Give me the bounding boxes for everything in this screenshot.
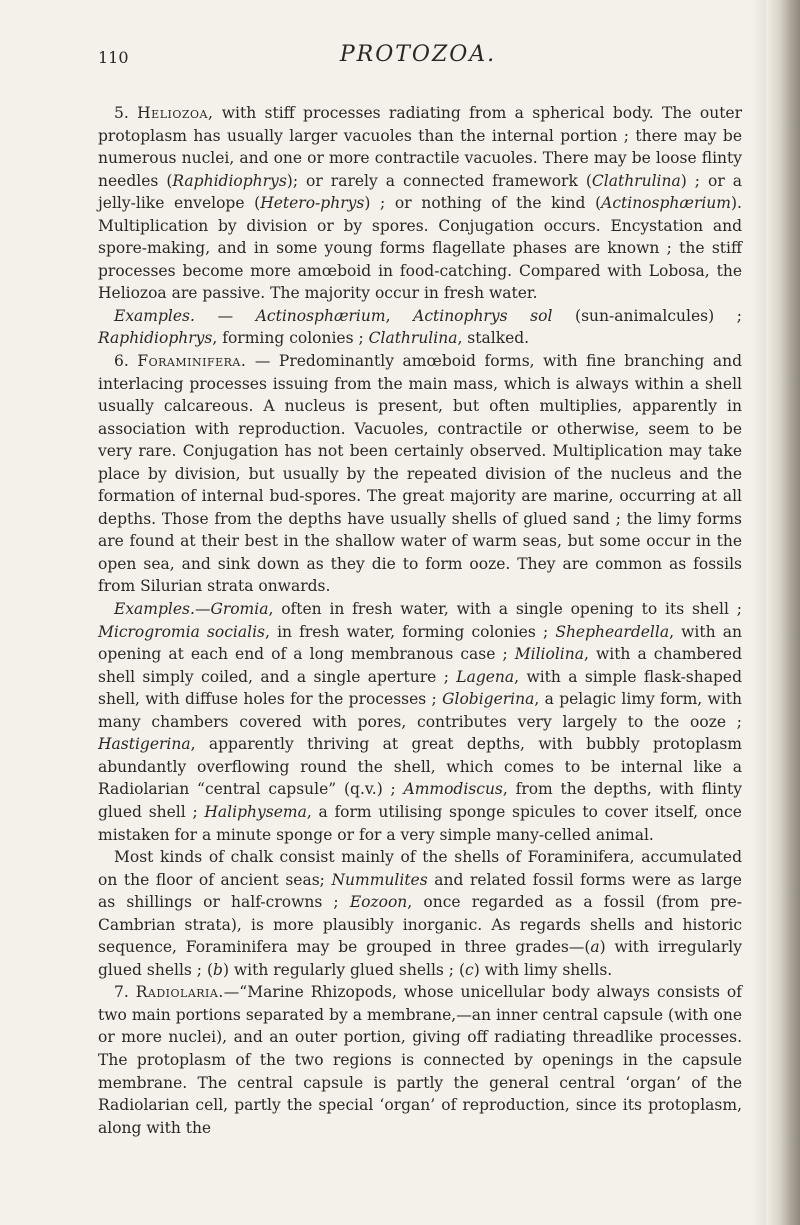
genus-name: Actinosphærium [601,194,731,213]
text-run: ) ; or a jelly-like envelope ( [98,171,742,213]
paragraph-foraminifera-examples [98,598,742,846]
page-header [98,42,738,72]
text-run: ) ; or nothing of the kind ( [364,194,602,213]
page-binding-edge [766,0,800,1225]
text-run: ) with limy shells. [473,960,613,979]
paragraph-heliozoa-examples [98,305,742,350]
text-run: ). Multiplication by division or by spores. Conjugation occurs. Encystation and spore-making, and in some young forms flagellate phases are known ; the stiff processes become more amœboid in food-catching. Compared with Lobosa, the Heliozoa are passive. The majority occur in fresh water. [98,194,742,303]
examples-label: Examples. [114,306,195,325]
text-run: with stiff processes radiating from a spherical body. The outer protoplasm has usually larger vacuoles than the internal portion ; there may be numerous nuclei, and one or more contractile vacuoles. There may be loose flinty needles ( [98,104,742,190]
section-heading: Heliozoa, [137,104,214,122]
genus-name: Hetero-phrys [260,194,365,213]
genus-name: Hastigerina [98,735,191,754]
genus-name: Actinophrys sol [413,306,553,325]
section-number: 7. [114,983,129,1002]
examples-label: Examples. [114,600,195,619]
text-run: ); or rarely a connected framework ( [286,171,592,190]
genus-name: Microgromia socialis [98,622,265,641]
paragraph-heliozoa [98,102,742,305]
paragraph-foraminifera [98,350,742,598]
running-title: PROTOZOA. [339,42,497,67]
text-run: , [385,306,414,325]
text-run: , a pelagic limy form, with many chambers covered with pores, contributes very largely to the ooze ; [98,690,742,731]
section-number: 5. [114,104,129,122]
section-heading: Radiolaria. [135,983,224,1002]
genus-name: Shepheardella [555,622,670,641]
text-run: , with a chambered shell simply coiled, and a single aperture ; [98,645,742,686]
section-number: 6. [114,352,129,371]
text-run: ) with irregularly glued shells ; ( [98,938,743,979]
genus-name: Globigerina [442,690,535,709]
genus-name: Raphidiophrys [172,171,287,190]
binding-shadow [752,0,766,1225]
text-run: , apparently thriving at great depths, with bubbly protoplasm abundantly overflowing round the shell, which comes to be internal like a Radiolarian “central capsule” (q.v.) ; [98,735,742,799]
text-run: and related fossil forms were as large as shillings or half-crowns ; [98,870,742,912]
text-run: , from the depths, with flinty glued shell ; [98,780,742,821]
grade-letter: b [213,960,223,979]
text-run: , once regarded as a fossil (from pre-Cambrian strata), is more plausibly inorganic. As regards shells and historic sequence, Foraminifera may be grouped in three grades—( [98,893,742,957]
text-run: , stalked. [457,329,530,348]
text-run: Most kinds of chalk consist mainly of the shells of Foraminifera, accumulated on the floor of ancient seas; [98,848,742,889]
text-run: ) with regularly glued shells ; ( [222,960,465,979]
genus-name: Raphidiophrys [98,329,213,348]
text-run: (sun-animalcules) ; [552,306,742,325]
body-text [98,102,742,1139]
paragraph-chalk [98,846,742,981]
text-run: —“Marine Rhizopods, whose unicellular body always consists of two main portions separated by a membrane,—an inner central capsule (with one or more nuclei), and an outer portion, giving off radiating threadlike processes. The protoplasm of the two regions is connected by openings in the capsule membrane. The central capsule is partly the general central ‘organ’ of the Radiolarian cell, partly the special ‘organ’ of reproduction, since its protoplasm, along with the [98,983,742,1137]
genus-name: Lagena [456,667,515,686]
genus-name: Eozoon [349,893,408,912]
section-heading: Foraminifera. [137,352,247,371]
genus-name: Clathrulina [368,329,458,348]
text-run: , with an opening at each end of a long membranous case ; [98,622,742,664]
genus-name: Haliphysema [204,802,307,821]
text-run: , in fresh water, forming colonies ; [265,622,556,641]
genus-name: Gromia [210,600,269,619]
text-run: — [194,306,256,325]
text-run: — [194,600,211,619]
text-run: , forming colonies ; [212,329,369,348]
genus-name: Clathrulina [591,171,681,190]
text-run: , often in fresh water, with a single opening to its shell ; [268,600,742,619]
text-run: , with a simple flask-shaped shell, with diffuse holes for the processes ; [98,667,742,709]
grade-letter: a [590,938,600,957]
genus-name: Ammodiscus [403,780,503,799]
text-run: , a form utilising sponge spicules to cover itself, once mistaken for a minute sponge or for a very simple many-celled animal. [98,802,742,844]
genus-name: Nummulites [331,870,428,889]
paragraph-radiolaria [98,981,742,1139]
grade-letter: c [465,960,474,979]
text-run: — Predominantly amœboid forms, with fine branching and interlacing processes issuing from the main mass, which is always within a shell usually calcareous. A nucleus is present, but often multiplies, apparently in association with reproduction. Vacuoles, contractile or otherwise, seem to be very rare. Conjugation has not been certainly observed. Multiplication may take place by division, but usually by the repeated division of the nucleus and the formation of internal bud-spores. The great majority are marine, occurring at all depths. Those from the depths have usually shells of glued sand ; the limy forms are found at their best in the shallow water of warm seas, but some occur in the open sea, and sink down as they die to form ooze. They are common as fossils from Silurian strata onwards. [98,352,742,596]
genus-name: Miliolina [514,645,584,664]
page-number: 110 [98,48,129,67]
genus-name: Actinosphærium [255,306,386,325]
